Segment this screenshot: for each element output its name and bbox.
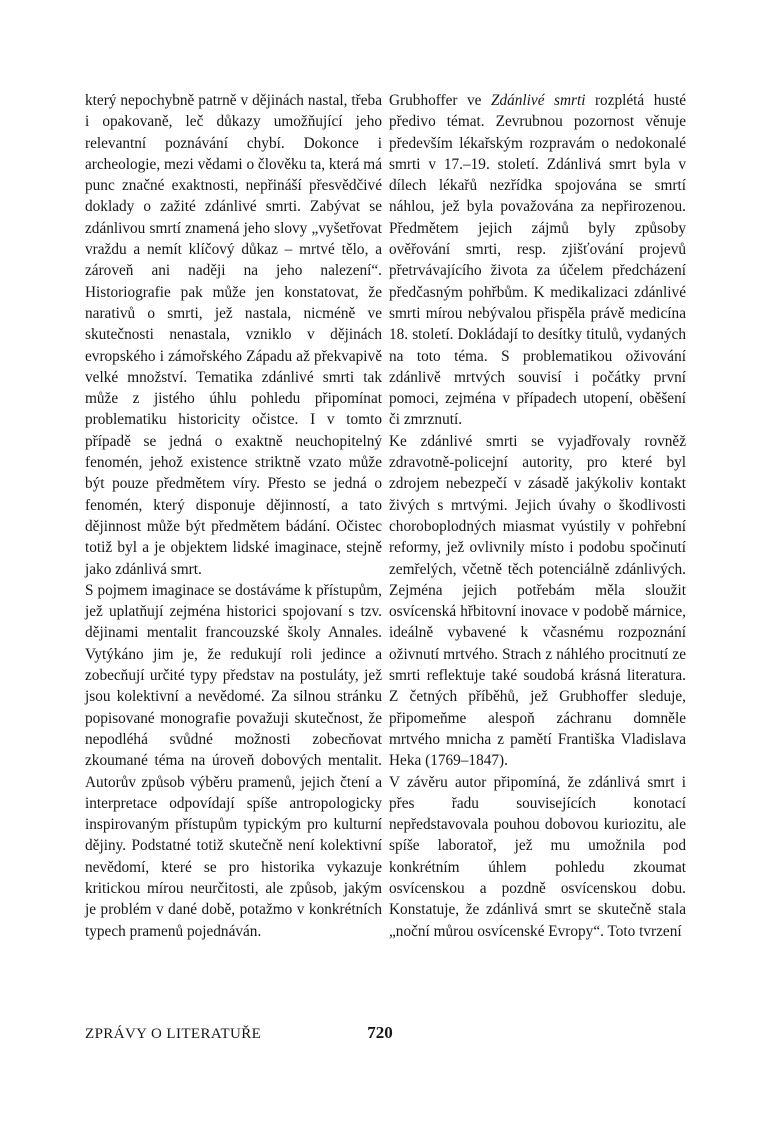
right-paragraph-1-rest: rozplétá husté předivo témat. Zevrubnou pozornost věnuje především lékařským rozpravám o nedokonalé smrti v 17.–19. století. Zdánlivá smrt byla v dílech lékařů nezřídka spojována se smrtí náhlou, jež byla považována za nepřirozenou. Předmětem jejich zájmů byly způsoby ověřování smrti, resp. zjišťování projevů přetrvávajícího života za účelem předcházení předčasným pohřbům. K medikalizaci zdánlivé smrti mírou nebývalou přispěla právě medicína 18. století. Dokládají to desítky titulů, vydaných na toto téma. S problematikou oživování zdánlivě mrtvých souvisí i počátky první pomoci, zejména v případech utopení, oběšení či zmrznutí.	[389, 92, 686, 429]
left-paragraph-1: který nepochybně patrně v dějinách nastal, třeba i opakovaně, leč důkazy umožňující jeho relevantní poznávání chybí. Dokonce i archeologie, mezi vědami o člověku ta, která má punc značné exaktnosti, nepřináší přesvědčivé doklady o zažité zdánlivé smrti. Zabývat se zdánlivou smrtí znamená jeho slovy „vyšetřovat vraždu a nemít klíčový důkaz – mrtvé tělo, a zároveň ani naději na jeho nalezení“. Historiografie pak může jen konstatovat, že narativů o smrti, jež nastala, nicméně ve skutečnosti nenastala, vzniklo v dějinách evropského i zámořského Západu až překvapivě velké množství. Tematika zdánlivé smrti tak může z jistého úhlu pohledu připomínat problematiku historicity očistce. I v tomto případě se jedná o exaktně neuchopitelný fenomén, jehož existence striktně vzato může být pouze předmětem víry. Přesto se jedná o fenomén, který disponuje dějinností, a tato dějinnost může být předmětem bádání. Očistec totiž byl a je objektem lidské imaginace, stejně jako zdánlivá smrt.	[85, 92, 382, 578]
right-paragraph-1-start: Grubhoffer ve	[389, 92, 491, 109]
right-text-column	[389, 90, 686, 942]
left-text-column	[85, 90, 382, 942]
right-paragraph-3: V závěru autor připomíná, že zdánlivá smrt i přes řadu souvisejících konotací nepředstavovala pouhou dobovou kuriozitu, ale spíše laboratoř, jež mu umožnila pod konkrétním úhlem pohledu zkoumat osvícenskou a pozdně osvícenskou dobu. Konstatuje, že zdánlivá smrt se skutečně stala „noční můrou osvícenské Evropy“. Toto tvrzení	[389, 773, 686, 940]
page-number: 720	[367, 1023, 393, 1042]
running-footer-section-title: ZPRÁVY O LITERATUŘE	[85, 1026, 262, 1042]
book-title-italic: Zdánlivé smrti	[490, 92, 586, 109]
left-paragraph-2: S pojmem imaginace se dostáváme k přístupům, jež uplatňují zejména historici spojovaní s tzv. dějinami mentalit francouzské školy Annales. Vytýkáno jim je, že redukují roli jedince a zobecňují určité typy představ na postuláty, jež jsou kolektivní a nevědomé. Za silnou stránku popisované monografie považuji skutečnost, že nepodléhá svůdné možnosti zobecňovat zkoumané téma na úroveň dobových mentalit. Autorův způsob výběru pramenů, jejich čtení a interpretace odpovídají spíše antropologicky inspirovaným přístupům typickým pro kulturní dějiny. Podstatné totiž skutečně není kolektivní nevědomí, které se pro historika vykazuje kritickou mírou neurčitosti, ale způsob, jakým je problém v dané době, potažmo v konkrétních typech pramenů pojednáván.	[85, 581, 382, 940]
right-paragraph-1	[389, 90, 686, 431]
right-paragraph-2: Ke zdánlivé smrti se vyjadřovaly rovněž zdravotně-policejní autority, pro které byl zdrojem nebezpečí v zásadě jakýkoliv kontakt živých s mrtvými. Jejich úvahy o škodlivosti choroboplodných miasmat vyústily v pohřební reformy, jež ovlivnily místo i podobu spočinutí zemřelých, včetně těch potenciálně zdánlivých. Zejména jejich potřebám měla sloužit osvícenská hřbitovní inovace v podobě márnice, ideálně vybavené k včasnému rozpoznání oživnutí mrtvého. Strach z náhlého procitnutí ze smrti reflektuje také soudobá krásná literatura. Z četných příběhů, jež Grubhoffer sleduje, připomeňme alespoň záchranu domněle mrtvého mnicha z pamětí Františka Vladislava Heka (1769–1847).	[389, 432, 686, 770]
